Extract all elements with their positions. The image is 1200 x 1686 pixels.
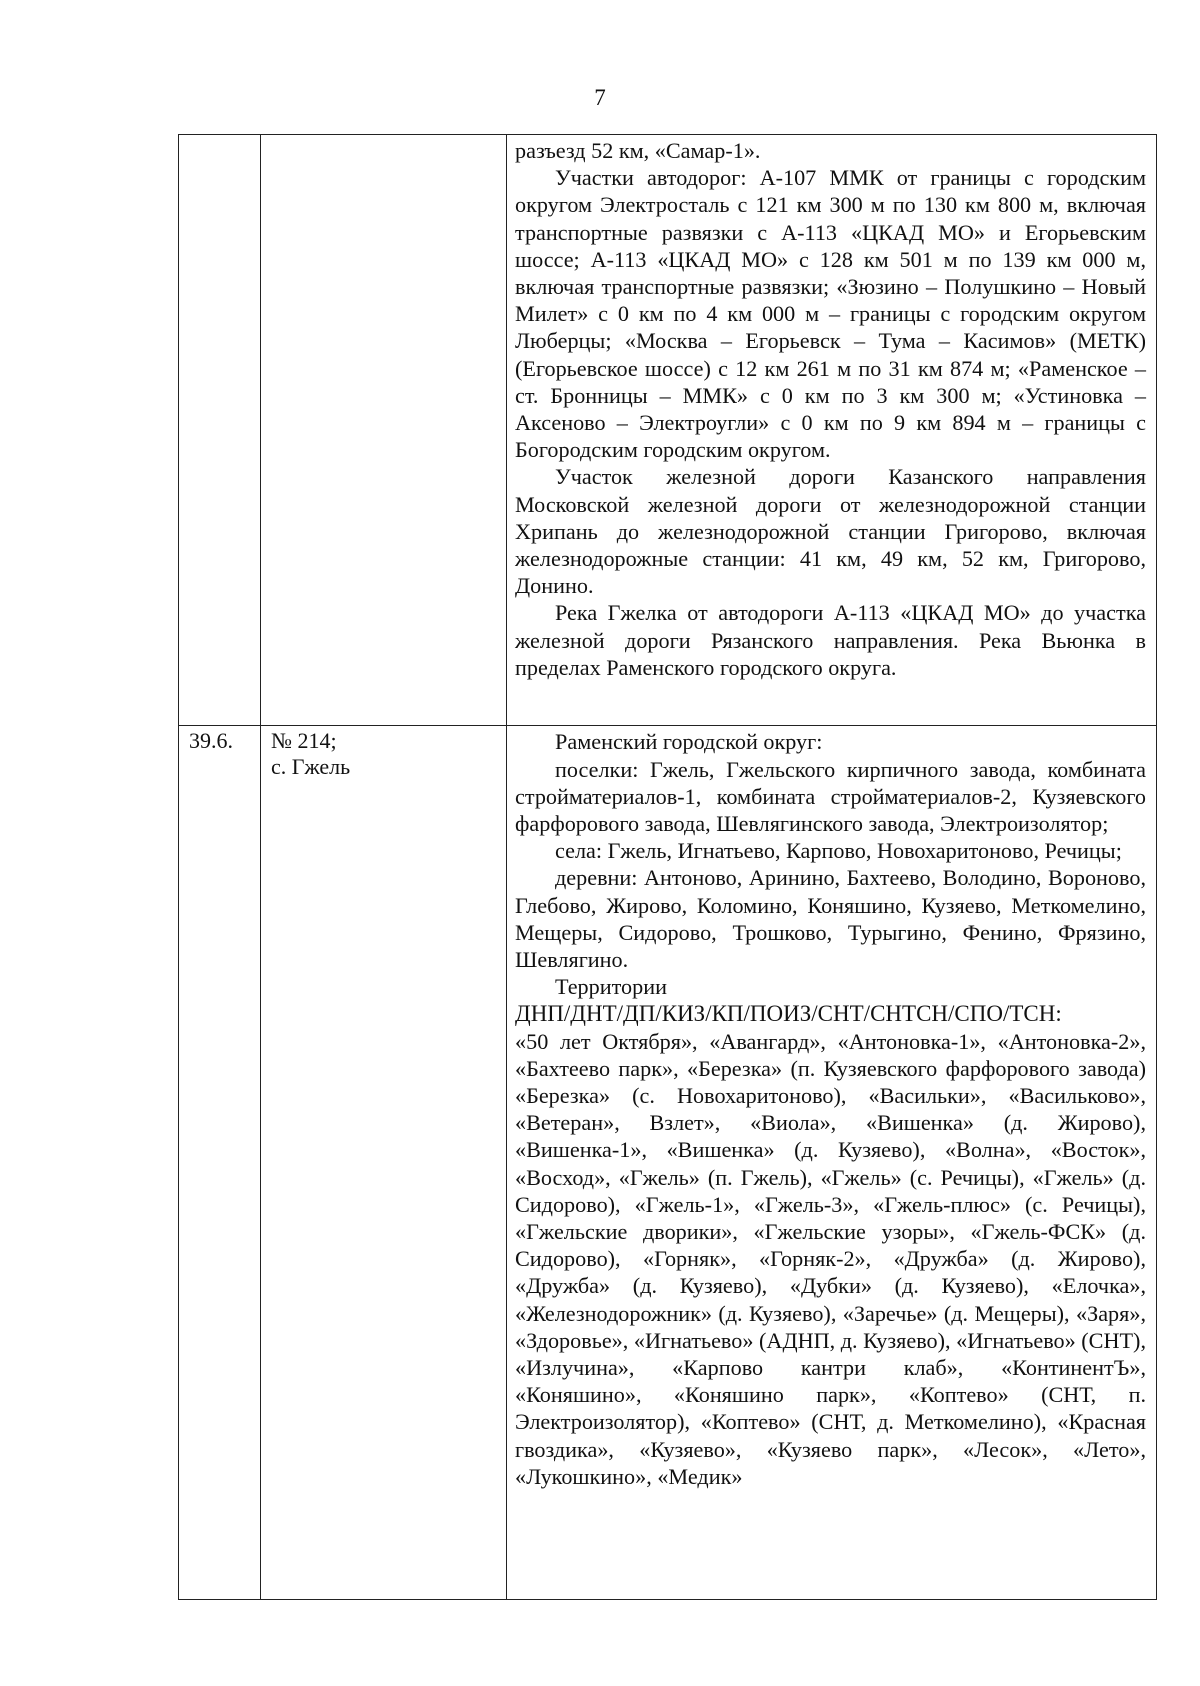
object-number: № 214; <box>271 728 337 754</box>
row-text-cell <box>507 726 1157 1600</box>
paragraph: Раменский городской округ: <box>555 729 823 755</box>
paragraph: деревни: Антоново, Аринино, Бахтеево, Володино, Вороново, Глебово, Жирово, Коломино, Коняшино, Кузяево, Меткомелино, Мещеры, Сидорово, Трошково, Турыгино, Фенино, Фрязино, Шевлягино. <box>515 865 1146 973</box>
document-table <box>178 134 1157 1600</box>
paragraph: «50 лет Октября», «Авангард», «Антоновка-1», «Антоновка-2», «Бахтеево парк», «Березка» (п. Кузяевского фарфорового завода) «Березка» (с. Новохаритоново), «Васильки», «Васильково», «Ветеран», Взлет», «Виола», «Вишенка» (д. Жирово), «Вишенка-1», «Вишенка» (д. Кузяево), «Волна», «Восток», «Восход», «Гжель» (п. Гжель), «Гжель» (с. Речицы), «Гжель» (д. Сидорово), «Гжель-1», «Гжель-3», «Гжель-плюс» (с. Речицы), «Гжельские дворики», «Гжельские узоры», «Гжель-ФСК» (д. Сидорово), «Горняк», «Горняк-2», «Дружба» (д. Жирово), «Дружба» (д. Кузяево), «Дубки» (д. Кузяево), «Елочка», «Железнодорожник» (д. Кузяево), «Заречье» (д. Мещеры), «Заря», «Здоровье», «Игнатьево» (АДНП, д. Кузяево), «Игнатьево» (СНТ), «Излучина», «Карпово кантри клаб», «КонтинентЪ», «Коняшино», «Коняшино парк», «Коптево» (СНТ, п. Электроизолятор), «Коптево» (СНТ, д. Меткомелино), «Красная гвоздика», «Кузяево», «Кузяево парк», «Лесок», «Лето», «Лукошкино», «Медик» <box>515 1028 1146 1489</box>
paragraph: ДНП/ДНТ/ДП/КИЗ/КП/ПОИЗ/СНТ/СНТСН/СПО/ТСН: <box>515 1001 1062 1027</box>
paragraph: села: Гжель, Игнатьево, Карпово, Новохаритоново, Речицы; <box>555 838 1122 864</box>
row-number-cell <box>179 135 261 726</box>
row-text-cell <box>507 135 1157 726</box>
paragraph: поселки: Гжель, Гжельского кирпичного завода, комбината стройматериалов-1, комбината стройматериалов-2, Кузяевского фарфорового завода, Шевлягинского завода, Электроизолятор; <box>515 756 1146 836</box>
paragraph: Участок железной дороги Казанского направления Московской железной дороги от железнодорожной станции Хрипань до железнодорожной станции Григорово, включая железнодорожные станции: 41 км, 49 км, 52 км, Григорово, Донино. <box>515 464 1146 599</box>
table-row <box>179 135 1157 726</box>
paragraph: разъезд 52 км, «Самар-1». <box>515 138 761 163</box>
row-name-cell <box>261 135 507 726</box>
page-number: 7 <box>594 85 606 110</box>
row-number-cell: 39.6. <box>179 726 261 1600</box>
paragraph: Участки автодорог: А-107 ММК от границы с городским округом Электросталь с 121 км 300 м по 130 км 800 м, включая транспортные развязки с А-113 «ЦКАД МО» и Егорьевским шоссе; А-113 «ЦКАД МО» с 128 км 501 м по 139 км 000 м, включая транспортные развязки; «Зюзино – Полушкино – Новый Милет» с 0 км по 4 км 000 м – границы с городским округом Люберцы; «Москва – Егорьевск – Тума – Касимов» (МЕТК) (Егорьевское шоссе) с 12 км 261 м по 31 км 874 м; «Раменское – ст. Бронницы – ММК» с 0 км по 3 км 300 м; «Устиновка – Аксеново – Электроугли» с 0 км по 9 км 894 м – границы с Богородским городским округом. <box>515 165 1146 463</box>
row-name-cell <box>261 726 507 1600</box>
table-row <box>179 726 1157 1600</box>
object-name: с. Гжель <box>271 754 351 780</box>
paragraph: Река Гжелка от автодороги А-113 «ЦКАД МО» до участка железной дороги Рязанского направления. Река Вьюнка в пределах Раменского городского округа. <box>515 600 1146 680</box>
paragraph: Территории <box>555 974 667 1000</box>
